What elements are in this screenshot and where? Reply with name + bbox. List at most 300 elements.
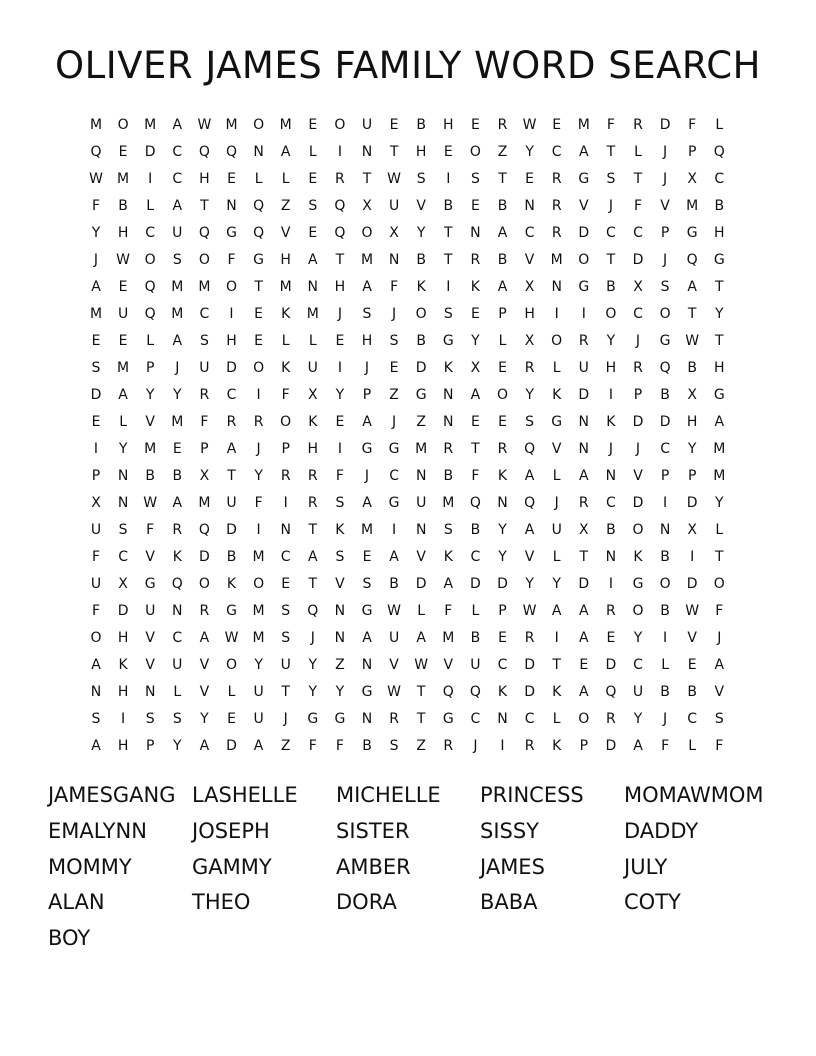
grid-letter: S bbox=[606, 171, 616, 187]
grid-letter: R bbox=[524, 738, 535, 754]
grid-letter: D bbox=[199, 549, 210, 565]
grid-letter: Q bbox=[524, 495, 536, 511]
grid-letter: G bbox=[253, 252, 265, 268]
grid-letter: V bbox=[199, 657, 210, 673]
grid-letter: H bbox=[714, 225, 725, 241]
grid-letter: O bbox=[225, 657, 238, 673]
grid-letter: Q bbox=[198, 522, 210, 538]
grid-letter: C bbox=[633, 657, 643, 673]
grid-letter: K bbox=[308, 414, 318, 430]
grid-letter: X bbox=[91, 495, 101, 511]
grid-letter: I bbox=[121, 711, 126, 727]
grid-letter: Y bbox=[173, 387, 182, 403]
grid-letter: M bbox=[171, 306, 184, 322]
grid-letter: H bbox=[605, 360, 617, 376]
grid-letter: C bbox=[172, 144, 183, 160]
grid-letter: G bbox=[442, 711, 454, 727]
grid-letter: W bbox=[522, 117, 537, 133]
grid-letter: U bbox=[226, 495, 237, 511]
grid-letter: C bbox=[280, 549, 291, 565]
grid-letter: L bbox=[146, 333, 155, 349]
grid-letter: T bbox=[281, 684, 290, 700]
grid-letter: N bbox=[90, 684, 102, 700]
grid-letter: D bbox=[415, 576, 427, 592]
grid-letter: P bbox=[145, 738, 155, 754]
grid-letter: Q bbox=[442, 684, 454, 700]
grid-letter: U bbox=[172, 657, 183, 673]
word-list-item: JOSEPH bbox=[192, 818, 270, 843]
grid-letter: E bbox=[606, 630, 616, 646]
grid-letter: V bbox=[443, 657, 454, 673]
grid-letter: S bbox=[389, 738, 399, 754]
grid-letter: Z bbox=[335, 657, 345, 673]
grid-letter: Y bbox=[715, 306, 724, 322]
grid-letter: D bbox=[497, 576, 508, 592]
grid-letter: X bbox=[633, 279, 643, 295]
grid-letter: Q bbox=[171, 576, 183, 592]
grid-letter: T bbox=[254, 279, 263, 295]
grid-letter: E bbox=[308, 225, 318, 241]
grid-letter: F bbox=[91, 549, 101, 565]
grid-letter: N bbox=[172, 603, 183, 619]
grid-letter: L bbox=[498, 333, 507, 349]
grid-letter: V bbox=[524, 549, 535, 565]
grid-letter: N bbox=[524, 198, 535, 214]
grid-letter: H bbox=[714, 360, 725, 376]
grid-letter: T bbox=[687, 306, 697, 322]
word-list-item: AMBER bbox=[336, 854, 411, 879]
grid-letter: Y bbox=[335, 684, 345, 700]
grid-letter: B bbox=[606, 522, 616, 538]
grid-letter: J bbox=[635, 333, 641, 349]
grid-letter: M bbox=[442, 495, 455, 511]
grid-letter: E bbox=[91, 414, 101, 430]
grid-letter: H bbox=[443, 117, 454, 133]
grid-letter: K bbox=[281, 306, 291, 322]
grid-letter: O bbox=[280, 414, 292, 430]
grid-letter: I bbox=[229, 306, 234, 322]
grid-letter: S bbox=[525, 414, 535, 430]
grid-letter: Y bbox=[633, 630, 643, 646]
grid-letter: N bbox=[226, 198, 237, 214]
grid-letter: F bbox=[335, 738, 344, 754]
grid-letter: E bbox=[552, 117, 562, 133]
grid-letter: D bbox=[605, 738, 617, 754]
grid-letter: N bbox=[578, 441, 590, 457]
grid-letter: R bbox=[497, 117, 508, 133]
grid-letter: H bbox=[199, 171, 210, 187]
grid-letter: F bbox=[444, 603, 453, 619]
grid-letter: B bbox=[443, 198, 454, 214]
grid-letter: N bbox=[659, 522, 671, 538]
grid-letter: C bbox=[470, 711, 481, 727]
grid-letter: Y bbox=[254, 657, 263, 673]
word-list-item: JAMES bbox=[480, 854, 545, 879]
grid-letter: L bbox=[715, 117, 724, 133]
grid-letter: Y bbox=[633, 711, 643, 727]
grid-letter: B bbox=[145, 468, 155, 484]
grid-letter: E bbox=[227, 171, 236, 187]
grid-letter: O bbox=[253, 576, 265, 592]
grid-letter: Z bbox=[280, 198, 291, 214]
grid-letter: F bbox=[91, 603, 101, 619]
grid-letter: A bbox=[579, 630, 589, 646]
grid-letter: R bbox=[307, 468, 318, 484]
grid-letter: T bbox=[308, 576, 318, 592]
grid-letter: R bbox=[524, 360, 535, 376]
grid-letter: K bbox=[633, 549, 643, 565]
grid-letter: L bbox=[146, 198, 155, 214]
grid-letter: P bbox=[633, 387, 643, 403]
grid-letter: A bbox=[579, 603, 589, 619]
grid-letter: L bbox=[471, 603, 480, 619]
grid-letter: X bbox=[470, 360, 481, 376]
grid-letter: S bbox=[118, 522, 128, 538]
grid-letter: D bbox=[632, 414, 644, 430]
grid-letter: S bbox=[335, 549, 345, 565]
grid-letter: A bbox=[497, 225, 508, 241]
word-list-item: JAMESGANG bbox=[48, 783, 176, 807]
grid-letter: B bbox=[606, 279, 616, 295]
grid-letter: M bbox=[306, 306, 319, 322]
grid-letter: A bbox=[253, 738, 264, 754]
grid-letter: C bbox=[633, 225, 643, 241]
grid-letter: E bbox=[118, 144, 128, 160]
grid-letter: Y bbox=[552, 576, 561, 592]
grid-letter: C bbox=[606, 495, 616, 511]
grid-letter: J bbox=[608, 198, 613, 214]
grid-letter: I bbox=[500, 738, 505, 754]
grid-letter: W bbox=[116, 252, 131, 268]
word-list-item: SISSY bbox=[480, 818, 540, 843]
grid-letter: G bbox=[713, 252, 725, 268]
grid-letter: W bbox=[685, 333, 700, 349]
grid-letter: J bbox=[608, 441, 613, 457]
grid-letter: O bbox=[632, 522, 644, 538]
grid-letter: P bbox=[660, 225, 670, 241]
grid-letter: B bbox=[497, 252, 508, 268]
grid-letter: M bbox=[117, 171, 130, 187]
word-list-item: LASHELLE bbox=[192, 783, 298, 807]
grid-letter: E bbox=[254, 333, 264, 349]
grid-letter: A bbox=[551, 603, 562, 619]
grid-letter: Q bbox=[334, 198, 346, 214]
grid-letter: R bbox=[443, 738, 454, 754]
grid-letter: L bbox=[281, 171, 290, 187]
grid-letter: Y bbox=[525, 387, 534, 403]
grid-letter: V bbox=[280, 225, 291, 241]
grid-letter: O bbox=[117, 117, 129, 133]
grid-letter: C bbox=[660, 441, 670, 457]
grid-letter: Q bbox=[198, 144, 210, 160]
grid-letter: X bbox=[118, 576, 128, 592]
grid-letter: S bbox=[172, 252, 182, 268]
grid-letter: W bbox=[197, 117, 212, 133]
grid-letter: N bbox=[443, 387, 454, 403]
grid-letter: K bbox=[118, 657, 128, 673]
grid-letter: B bbox=[687, 684, 697, 700]
grid-letter: G bbox=[442, 333, 454, 349]
grid-letter: W bbox=[89, 171, 103, 187]
grid-letter: O bbox=[90, 630, 102, 646]
grid-letter: A bbox=[687, 279, 697, 295]
grid-letter: E bbox=[498, 414, 507, 430]
grid-letter: T bbox=[308, 522, 318, 538]
word-list-item: PRINCESS bbox=[480, 783, 584, 807]
grid-letter: F bbox=[335, 468, 344, 484]
grid-letter: O bbox=[578, 252, 590, 268]
grid-letter: I bbox=[446, 171, 451, 187]
grid-letter: H bbox=[226, 333, 237, 349]
grid-letter: E bbox=[281, 576, 291, 592]
grid-letter: H bbox=[280, 252, 291, 268]
grid-letter: E bbox=[389, 360, 399, 376]
grid-letter: B bbox=[660, 603, 670, 619]
grid-letter: W bbox=[414, 657, 429, 673]
grid-letter: I bbox=[392, 522, 397, 538]
grid-letter: P bbox=[579, 738, 589, 754]
grid-letter: T bbox=[471, 441, 480, 457]
grid-letter: G bbox=[388, 441, 400, 457]
grid-letter: O bbox=[659, 576, 671, 592]
grid-letter: I bbox=[337, 144, 342, 160]
grid-letter: I bbox=[446, 279, 451, 295]
grid-letter: C bbox=[145, 225, 156, 241]
grid-letter: N bbox=[470, 225, 481, 241]
grid-letter: I bbox=[337, 360, 342, 376]
grid-letter: A bbox=[497, 279, 508, 295]
grid-letter: A bbox=[362, 630, 372, 646]
grid-letter: L bbox=[119, 414, 127, 430]
grid-letter: B bbox=[389, 576, 399, 592]
grid-letter: U bbox=[470, 657, 481, 673]
grid-letter: T bbox=[633, 171, 643, 187]
grid-letter: G bbox=[659, 333, 671, 349]
grid-letter: F bbox=[308, 738, 317, 754]
grid-letter: G bbox=[226, 603, 237, 619]
word-list-item: MOMMY bbox=[48, 854, 132, 879]
word-list-item: THEO bbox=[192, 890, 251, 915]
grid-letter: P bbox=[145, 360, 155, 376]
word-list-item: JULY bbox=[624, 854, 668, 879]
grid-letter: E bbox=[308, 171, 318, 187]
grid-letter: T bbox=[416, 711, 426, 727]
grid-letter: Y bbox=[91, 225, 101, 241]
grid-letter: D bbox=[632, 495, 644, 511]
grid-letter: Q bbox=[686, 252, 698, 268]
grid-letter: Q bbox=[469, 495, 481, 511]
grid-letter: Y bbox=[416, 225, 426, 241]
grid-letter: M bbox=[171, 279, 184, 295]
grid-letter: H bbox=[117, 225, 129, 241]
grid-letter: F bbox=[91, 198, 101, 214]
grid-letter: X bbox=[687, 387, 697, 403]
grid-letter: E bbox=[443, 144, 453, 160]
grid-letter: G bbox=[361, 441, 373, 457]
grid-letter: M bbox=[225, 117, 238, 133]
grid-letter: C bbox=[226, 387, 237, 403]
grid-letter: Q bbox=[713, 144, 725, 160]
grid-letter: E bbox=[335, 414, 345, 430]
grid-letter: W bbox=[224, 630, 239, 646]
grid-letter: J bbox=[663, 144, 668, 160]
grid-letter: B bbox=[226, 549, 237, 565]
grid-letter: O bbox=[334, 117, 346, 133]
grid-letter: G bbox=[713, 387, 725, 403]
grid-letter: Y bbox=[715, 495, 724, 511]
grid-letter: O bbox=[578, 711, 590, 727]
grid-letter: C bbox=[524, 711, 535, 727]
grid-letter: K bbox=[552, 738, 562, 754]
grid-letter: E bbox=[579, 657, 589, 673]
grid-letter: S bbox=[281, 630, 291, 646]
grid-letter: N bbox=[578, 414, 590, 430]
grid-letter: K bbox=[443, 549, 453, 565]
word-list-item: GAMMY bbox=[192, 854, 272, 879]
grid-letter: I bbox=[256, 522, 261, 538]
grid-letter: K bbox=[552, 387, 562, 403]
grid-letter: N bbox=[280, 522, 291, 538]
grid-letter: A bbox=[91, 657, 101, 673]
grid-letter: J bbox=[256, 441, 261, 457]
grid-letter: M bbox=[89, 117, 103, 133]
grid-letter: M bbox=[144, 441, 157, 457]
grid-letter: C bbox=[389, 468, 399, 484]
grid-letter: L bbox=[281, 333, 290, 349]
grid-letter: T bbox=[715, 549, 724, 565]
grid-letter: O bbox=[713, 576, 725, 592]
grid-letter: N bbox=[361, 144, 373, 160]
grid-letter: L bbox=[308, 144, 317, 160]
grid-letter: L bbox=[688, 738, 697, 754]
grid-letter: D bbox=[117, 603, 129, 619]
grid-letter: T bbox=[389, 144, 399, 160]
grid-letter: H bbox=[307, 441, 319, 457]
grid-letter: Q bbox=[253, 198, 265, 214]
grid-letter: A bbox=[280, 144, 291, 160]
grid-letter: O bbox=[496, 387, 509, 403]
grid-letter: T bbox=[335, 252, 345, 268]
grid-letter: F bbox=[661, 738, 670, 754]
grid-letter: L bbox=[552, 468, 561, 484]
grid-letter: Q bbox=[225, 144, 238, 160]
grid-letter: A bbox=[91, 279, 101, 295]
grid-letter: X bbox=[687, 522, 697, 538]
grid-letter: J bbox=[473, 738, 478, 754]
grid-letter: O bbox=[253, 117, 265, 133]
grid-letter: I bbox=[581, 306, 586, 322]
grid-letter: F bbox=[146, 522, 155, 538]
grid-letter: P bbox=[687, 468, 697, 484]
grid-letter: A bbox=[118, 387, 128, 403]
grid-letter: M bbox=[198, 495, 211, 511]
grid-letter: G bbox=[361, 684, 373, 700]
grid-letter: G bbox=[578, 171, 590, 187]
grid-letter: V bbox=[145, 657, 155, 673]
grid-letter: Q bbox=[469, 684, 481, 700]
grid-letter: P bbox=[687, 144, 697, 160]
grid-letter: B bbox=[470, 522, 481, 538]
grid-letter: F bbox=[254, 495, 263, 511]
grid-letter: B bbox=[660, 549, 670, 565]
grid-letter: A bbox=[579, 144, 589, 160]
grid-letter: Y bbox=[118, 441, 128, 457]
grid-letter: A bbox=[714, 657, 725, 673]
grid-letter: D bbox=[90, 387, 102, 403]
grid-letter: F bbox=[715, 603, 724, 619]
grid-letter: L bbox=[254, 171, 263, 187]
grid-letter: D bbox=[524, 657, 535, 673]
grid-letter: W bbox=[685, 603, 700, 619]
grid-letter: J bbox=[635, 441, 641, 457]
grid-letter: F bbox=[715, 738, 724, 754]
grid-letter: W bbox=[387, 603, 402, 619]
grid-letter: F bbox=[200, 414, 209, 430]
grid-letter: A bbox=[308, 549, 318, 565]
grid-letter: U bbox=[90, 522, 102, 538]
grid-letter: B bbox=[118, 198, 128, 214]
grid-letter: D bbox=[605, 657, 617, 673]
grid-letter: Q bbox=[605, 684, 617, 700]
grid-letter: H bbox=[415, 144, 427, 160]
grid-letter: O bbox=[144, 252, 156, 268]
grid-letter: I bbox=[663, 495, 668, 511]
grid-letter: P bbox=[498, 306, 507, 322]
grid-letter: K bbox=[606, 414, 616, 430]
grid-letter: H bbox=[686, 414, 698, 430]
grid-letter: E bbox=[525, 171, 535, 187]
grid-letter: H bbox=[117, 630, 129, 646]
grid-letter: U bbox=[578, 360, 589, 376]
word-list-item: COTY bbox=[624, 890, 681, 915]
grid-letter: C bbox=[118, 549, 128, 565]
grid-letter: N bbox=[497, 711, 508, 727]
grid-letter: C bbox=[633, 306, 643, 322]
grid-letter: S bbox=[308, 198, 318, 214]
grid-letter: R bbox=[199, 603, 210, 619]
grid-letter: V bbox=[145, 549, 155, 565]
grid-letter: L bbox=[552, 360, 561, 376]
grid-letter: V bbox=[687, 630, 697, 646]
grid-letter: V bbox=[416, 198, 426, 214]
grid-letter: U bbox=[307, 360, 318, 376]
grid-letter: G bbox=[361, 603, 373, 619]
grid-letter: N bbox=[605, 549, 617, 565]
grid-letter: X bbox=[199, 468, 210, 484]
grid-letter: D bbox=[470, 576, 481, 592]
grid-letter: K bbox=[470, 279, 480, 295]
grid-letter: M bbox=[117, 360, 130, 376]
grid-letter: N bbox=[334, 630, 346, 646]
grid-letter: I bbox=[608, 387, 613, 403]
grid-letter: S bbox=[443, 522, 453, 538]
grid-letter: C bbox=[199, 306, 210, 322]
grid-letter: A bbox=[172, 495, 183, 511]
grid-letter: B bbox=[714, 198, 725, 214]
grid-letter: K bbox=[172, 549, 182, 565]
grid-letter: C bbox=[497, 657, 508, 673]
word-list-item: MICHELLE bbox=[336, 783, 441, 807]
grid-letter: B bbox=[416, 333, 426, 349]
grid-letter: P bbox=[362, 387, 372, 403]
grid-letter: A bbox=[389, 549, 399, 565]
grid-letter: S bbox=[335, 495, 345, 511]
grid-letter: S bbox=[145, 711, 155, 727]
grid-letter: D bbox=[659, 117, 671, 133]
grid-letter: R bbox=[470, 252, 481, 268]
grid-letter: N bbox=[415, 522, 427, 538]
grid-letter: A bbox=[226, 441, 237, 457]
